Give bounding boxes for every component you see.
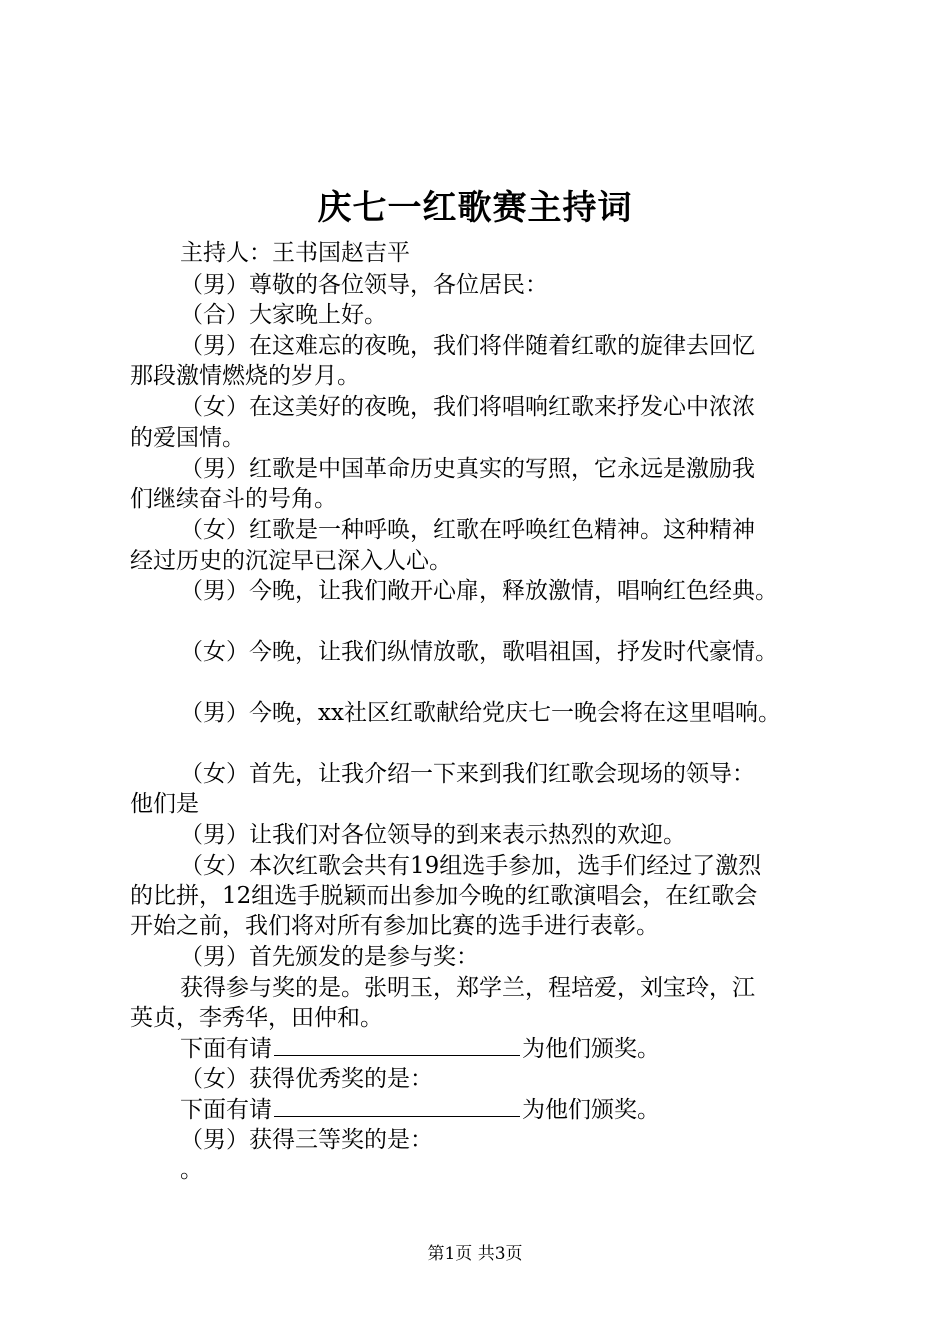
paragraph-line: 那段激情燃烧的岁月。 bbox=[130, 363, 360, 389]
paragraph-line: （男）今晚，让我们敞开心扉，释放激情，唱响红色经典。 bbox=[180, 578, 778, 604]
document-title: 庆七一红歌赛主持词 bbox=[317, 188, 633, 228]
invite-prefix: 下面有请 bbox=[180, 1097, 272, 1123]
paragraph-line: （女）红歌是一种呼唤，红歌在呼唤红色精神。这种精神 bbox=[180, 517, 755, 543]
paragraph-line: （男）尊敬的各位领导，各位居民： bbox=[180, 272, 548, 298]
paragraph-line: 的比拼，12组选手脱颖而出参加今晚的红歌演唱会，在红歌会 bbox=[130, 883, 758, 909]
paragraph-line: 他们是 bbox=[130, 791, 199, 817]
paragraph-line: 开始之前，我们将对所有参加比赛的选手进行表彰。 bbox=[130, 913, 659, 939]
paragraph-line: （男）首先颁发的是参与奖： bbox=[180, 944, 479, 970]
paragraph-line: （女）今晚，让我们纵情放歌，歌唱祖国，抒发时代豪情。 bbox=[180, 639, 778, 665]
paragraph-line: （女）首先，让我介绍一下来到我们红歌会现场的领导： bbox=[180, 761, 755, 787]
paragraph-line: （男）红歌是中国革命历史真实的写照，它永远是激励我 bbox=[180, 456, 755, 482]
paragraph-line: （男）在这难忘的夜晚，我们将伴随着红歌的旋律去回忆 bbox=[180, 333, 755, 359]
paragraph-line: 英贞，李秀华，田仲和。 bbox=[130, 1005, 383, 1031]
paragraph-line: （女）本次红歌会共有19组选手参加，选手们经过了激烈 bbox=[180, 853, 762, 879]
paragraph-line: 的爱国情。 bbox=[130, 425, 245, 451]
paragraph-line: （合）大家晚上好。 bbox=[180, 302, 387, 328]
page-footer: 第1页 共3页 bbox=[427, 1244, 523, 1264]
paragraph-line: 们继续奋斗的号角。 bbox=[130, 486, 337, 512]
paragraph-line: 。 bbox=[180, 1157, 203, 1183]
paragraph-line: （男）让我们对各位领导的到来表示热烈的欢迎。 bbox=[180, 822, 686, 848]
invite-suffix: 为他们颁奖。 bbox=[522, 1097, 660, 1123]
host-line: 主持人：王书国赵吉平 bbox=[180, 240, 410, 266]
invite-line bbox=[180, 1033, 660, 1064]
blank-fill-line bbox=[274, 1033, 520, 1056]
invite-prefix: 下面有请 bbox=[180, 1036, 272, 1062]
invite-line bbox=[180, 1094, 660, 1125]
paragraph-line: （男）今晚，xx社区红歌献给党庆七一晚会将在这里唱响。 bbox=[180, 700, 781, 726]
paragraph-line: （女）获得优秀奖的是： bbox=[180, 1066, 433, 1092]
paragraph-line: （男）获得三等奖的是： bbox=[180, 1127, 433, 1153]
paragraph-line: 获得参与奖的是。张明玉，郑学兰，程培爱，刘宝玲，江 bbox=[180, 975, 755, 1001]
blank-fill-line bbox=[274, 1094, 520, 1117]
paragraph-line: （女）在这美好的夜晚，我们将唱响红歌来抒发心中浓浓 bbox=[180, 394, 755, 420]
paragraph-line: 经过历史的沉淀早已深入人心。 bbox=[130, 548, 452, 574]
invite-suffix: 为他们颁奖。 bbox=[522, 1036, 660, 1062]
